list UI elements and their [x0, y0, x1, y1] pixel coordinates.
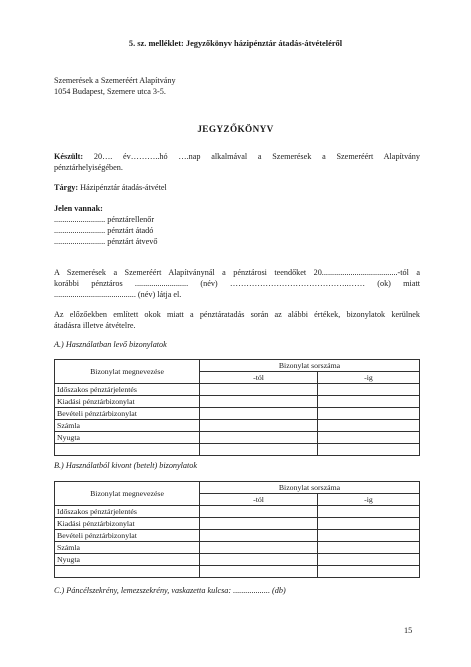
col-serial-header: Bizonylat sorszáma: [200, 360, 420, 372]
table-row: [55, 432, 420, 444]
section-b-table: [54, 481, 420, 578]
table-row: [55, 506, 420, 518]
row-label: Nyugta: [55, 432, 200, 444]
section-b-title: B.) Használatból kivont (betelt) bizonylatok: [54, 461, 198, 470]
handover-paragraph: [54, 267, 420, 300]
col-to-header: -ig: [318, 494, 420, 506]
table-row: [55, 518, 420, 530]
col-name-header: Bizonylat megnevezése: [55, 482, 200, 506]
keszult-paragraph: [54, 151, 420, 173]
table-row: [55, 542, 420, 554]
values-paragraph: [54, 309, 420, 331]
values-line-1: Az előzőekben említett okok miatt a pénztáratadás során az alábbi értékek, bizonylatok kerülnek: [54, 310, 420, 319]
row-label: Nyugta: [55, 554, 200, 566]
table-row: [55, 396, 420, 408]
row-label: Időszakos pénztárjelentés: [55, 506, 200, 518]
row-label: Időszakos pénztárjelentés: [55, 384, 200, 396]
row-label: Bevételi pénztárbizonylat: [55, 408, 200, 420]
to-cell[interactable]: [318, 396, 420, 408]
from-cell[interactable]: [200, 566, 318, 578]
table-row: [55, 530, 420, 542]
values-line-2: átadásra illetve átvételre.: [54, 321, 136, 330]
col-name-header: Bizonylat megnevezése: [55, 360, 200, 384]
jelen-item: ......................... pénztárt átvevő: [54, 237, 158, 246]
from-cell[interactable]: [200, 506, 318, 518]
jelen-block: [54, 203, 157, 247]
from-cell[interactable]: [200, 384, 318, 396]
to-cell[interactable]: [318, 384, 420, 396]
keszult-line-1: [54, 151, 420, 162]
table-row: [55, 420, 420, 432]
row-label: Kiadási pénztárbizonylat: [55, 396, 200, 408]
keszult-label: Készült:: [54, 152, 84, 161]
from-cell[interactable]: [200, 432, 318, 444]
to-cell[interactable]: [318, 530, 420, 542]
col-serial-header: Bizonylat sorszáma: [200, 482, 420, 494]
table-row: [55, 408, 420, 420]
to-cell[interactable]: [318, 444, 420, 456]
from-cell[interactable]: [200, 420, 318, 432]
jelen-item: ......................... pénztárellenőr: [54, 215, 155, 224]
handover-line-3: ........................................ (név) látja el.: [54, 290, 182, 299]
table-row: [55, 566, 420, 578]
col-from-header: -tól: [200, 372, 318, 384]
section-a-title: A.) Használatban levő bizonylatok: [54, 340, 167, 349]
to-cell[interactable]: [318, 566, 420, 578]
row-label: [55, 444, 200, 456]
targy-value: Házipénztár átadás-átvétel: [80, 183, 167, 192]
protocol-heading: JEGYZŐKÖNYV: [197, 124, 274, 134]
page-number: 15: [404, 626, 413, 635]
table-row: [55, 384, 420, 396]
row-label: Bevételi pénztárbizonylat: [55, 530, 200, 542]
to-cell[interactable]: [318, 518, 420, 530]
row-label: Számla: [55, 420, 200, 432]
to-cell[interactable]: [318, 506, 420, 518]
jelen-label: Jelen vannak:: [54, 204, 103, 213]
table-header-row: [55, 482, 420, 494]
targy-label: Tárgy:: [54, 183, 79, 192]
from-cell[interactable]: [200, 530, 318, 542]
to-cell[interactable]: [318, 408, 420, 420]
table-header-row: [55, 360, 420, 372]
row-label: [55, 566, 200, 578]
keszult-text: 20…. év………..hó ….nap alkalmával a Szemerések a Szemeréért Alapítvány: [93, 152, 420, 161]
keszult-line-2: pénztárhelyiségében.: [54, 163, 123, 172]
organization-block: [54, 76, 176, 97]
col-from-header: -tól: [200, 494, 318, 506]
table-row: [55, 554, 420, 566]
from-cell[interactable]: [200, 444, 318, 456]
row-label: Kiadási pénztárbizonylat: [55, 518, 200, 530]
to-cell[interactable]: [318, 432, 420, 444]
organization-address: 1054 Budapest, Szemere utca 3-5.: [54, 86, 166, 96]
from-cell[interactable]: [200, 396, 318, 408]
to-cell[interactable]: [318, 420, 420, 432]
row-label: Számla: [55, 542, 200, 554]
handover-line-1: A Szemerések a Szemeréért Alapítványnál a pénztárosi teendőket 20.....................................-tól a: [54, 268, 420, 277]
table-row: [55, 444, 420, 456]
from-cell[interactable]: [200, 542, 318, 554]
to-cell[interactable]: [318, 542, 420, 554]
to-cell[interactable]: [318, 554, 420, 566]
section-a-table: [54, 359, 420, 456]
from-cell[interactable]: [200, 408, 318, 420]
col-to-header: -ig: [318, 372, 420, 384]
targy-line: [54, 182, 167, 193]
organization-name: Szemerések a Szemeréért Alapítvány: [54, 76, 176, 85]
section-c-line: C.) Páncélszekrény, lemezszekrény, vaskazetta kulcsa: .................. (db): [54, 586, 286, 595]
from-cell[interactable]: [200, 518, 318, 530]
jelen-item: ......................... pénztárt átadó: [54, 226, 154, 235]
handover-line-2: korábbi pénztáros .......................... (név) ……………………………………..…… (ok) miatt: [54, 279, 420, 288]
from-cell[interactable]: [200, 554, 318, 566]
document-title: 5. sz. melléklet: Jegyzőkönyv házipénztár átadás-átvételéről: [128, 39, 343, 48]
